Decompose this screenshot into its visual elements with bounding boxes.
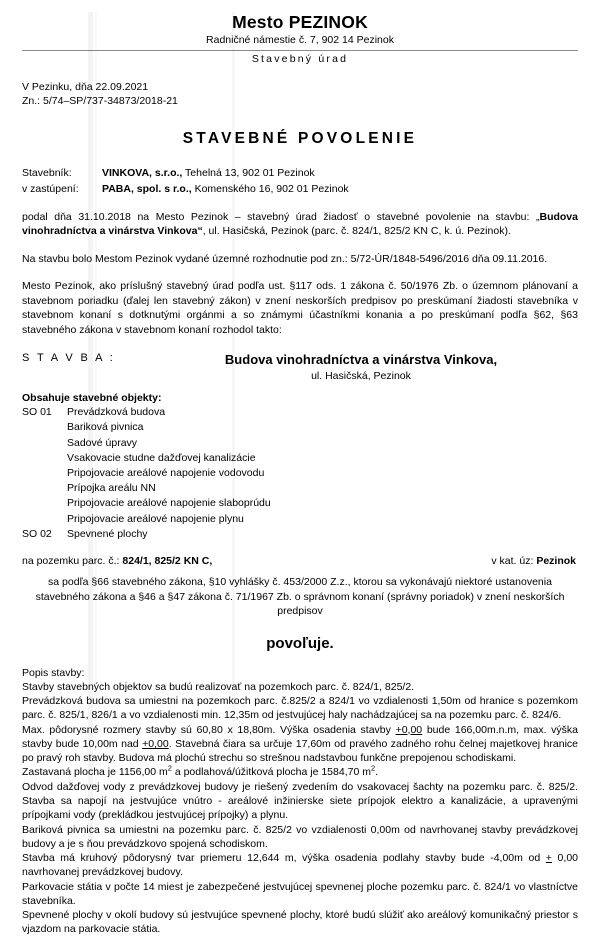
description-circular xyxy=(22,851,578,880)
object-code xyxy=(22,481,67,496)
representative-name: PABA, spol. s r.o., xyxy=(102,182,192,195)
application-text-post: , ul. Hasičská, Pezinok (parc. č. 824/1, 825/2 KN C, k. ú. Pezinok). xyxy=(202,225,511,238)
square-meter-exponent: 2 xyxy=(370,763,376,773)
city-title: Mesto PEZINOK xyxy=(232,12,368,32)
description-heading: Popis stavby: xyxy=(22,666,85,679)
description-block xyxy=(22,666,578,937)
parcel-right xyxy=(491,555,578,567)
description-cellar: Bariková pivnica sa umiestni na pozemku parc. č. 825/2 vo vzdialenosti 0,00m od navrhovanej stavby prevádzkovej budovy a je s ňou prevádzkovo spojená schodiskom. xyxy=(22,823,578,850)
builder-row xyxy=(22,166,578,181)
object-code xyxy=(22,420,67,435)
legal-line-2: stavebného zákona a §46 a §47 zákona č. 71/1967 Zb. o správnom konaní (správny poriadok) v znení xyxy=(35,590,511,603)
city-address: Radničné námestie č. 7, 902 14 Pezinok xyxy=(206,34,394,47)
elevation-zero-1: +0,00 xyxy=(395,723,423,736)
document-title: STAVEBNÉ POVOLENIE xyxy=(182,130,418,148)
list-item xyxy=(22,436,578,451)
stavba-block xyxy=(22,352,578,383)
object-name: Pripojovacie areálové napojenie slaboprúdu xyxy=(67,497,271,510)
object-code xyxy=(22,496,67,511)
place-and-date: V Pezinku, dňa 22.09.2021 xyxy=(22,80,149,93)
cadastral-area: Pezinok xyxy=(536,555,576,568)
builder-label: Stavebník: xyxy=(22,167,72,180)
parcel-line xyxy=(22,555,578,567)
builder-value xyxy=(102,166,315,181)
plus-minus-sign: + xyxy=(545,852,552,865)
stavba-name: Budova vinohradníctva a vinárstva Vinkova, xyxy=(224,352,498,368)
legal-line-3: neskorších predpisov xyxy=(277,590,565,618)
stavba-label: S T A V B A : xyxy=(22,352,116,365)
list-item xyxy=(22,481,578,496)
representative-label: v zastúpení: xyxy=(22,182,79,195)
builder-address: Tehelná 13, 902 01 Pezinok xyxy=(182,167,315,180)
object-code xyxy=(22,466,67,481)
object-name: Prevádzková budova xyxy=(67,406,166,419)
document-meta xyxy=(22,81,578,109)
circular-text-a: Stavba má kruhový pôdorysný tvar priemeru 12,644 m, výška osadenia podlahy stavby bude -4,00m od xyxy=(22,852,546,865)
dimensions-text-b: bude 166,00m.n.m, max. výška stavby bude 10,00m nad xyxy=(22,723,578,750)
list-item xyxy=(22,451,578,466)
elevation-zero-2: +0,00 xyxy=(142,737,169,750)
builder-name: VINKOVA, s.r.o., xyxy=(102,167,183,180)
stavba-address: ul. Hasičská, Pezinok xyxy=(311,369,411,382)
cadastral-label: v kat. úz: xyxy=(491,555,537,568)
dimensions-text-a: Max. pôdorysné rozmery stavby sú 60,80 x 18,80m. Výška osadenia stavby xyxy=(22,723,396,736)
letterhead xyxy=(22,12,578,65)
reference-number: Zn.: 5/74–SP/737-34873/2018-21 xyxy=(22,94,178,107)
list-item xyxy=(22,420,578,435)
description-water: Odvod dažďovej vody z prevádzkovej budovy je riešený zvedením do vsakovacej šachty na pozemku parc. č. 825/2. Stavba sa napojí na jestvujúce vnútro - areálové inžinierske siete prípojok elektro a kanalizácie, a upravenými prípojkami vody (prekládkou jestvujúcej prípojky) a plynu. xyxy=(22,780,578,822)
built-area-text: Zastavaná plocha je 1156,00 m xyxy=(22,766,168,779)
permit-word: povoľuje. xyxy=(266,634,334,652)
description-building: Prevádzková budova sa umiestni na pozemkoch parc. č.825/2 a 824/1 vo vzdialenosti 1,50m od hranice s pozemkom parc. č. 825/1, 826/1 a vo vzdialenosti min. 12,35m od jestvujúcej haly nachádzajúcej sa na pozemku parc. č. 824/6. xyxy=(22,695,578,722)
circular-text-b: 0,00 navrhovanej prevádzkovej budovy. xyxy=(22,852,578,879)
description-paved-areas: Spevnené plochy v okolí budovy sú jestvujúce spevnené plochy, ktoré budú slúžiť ako areálový komunikačný priestor s vjazdom na parkovacie státia. xyxy=(22,909,578,936)
parcel-left xyxy=(22,555,212,567)
application-building-name: Budova vinohradníctva a vinárstva Vinkova“ xyxy=(22,210,578,238)
list-item xyxy=(22,405,578,420)
list-item xyxy=(22,496,578,511)
parcel-numbers: 824/1, 825/2 KN C, xyxy=(122,555,213,568)
object-code xyxy=(22,451,67,466)
object-code xyxy=(22,436,67,451)
object-code xyxy=(22,512,67,527)
object-name: Sadové úpravy xyxy=(67,436,138,449)
representative-row xyxy=(22,182,578,197)
parcel-label: na pozemku parc. č.: xyxy=(22,555,123,568)
description-realization: Stavby stavebných objektov sa budú realizovať na pozemkoch parc. č. 824/1, 825/2. xyxy=(22,680,415,693)
list-item xyxy=(22,527,578,542)
authority-paragraph: Mesto Pezinok, ako príslušný stavebný úrad podľa ust. §117 ods. 1 zákona č. 50/1976 Zb. o územnom plánovaní a stavebnom poriadku (ďalej len stavebný zákon) v znení neskorších predpisov po preskúmaní žiadosti stavebníka v stavebnom konaní s dotknutými orgánmi a so známymi účastníkmi konania a po preskúmaní podľa §62, §63 stavebného zákona v stavebnom konaní rozhodol takto: xyxy=(22,280,578,336)
stavba-main xyxy=(172,352,578,383)
floor-area-text: a podlahová/úžitková plocha je 1584,70 m xyxy=(171,766,371,779)
object-name: Prípojka areálu NN xyxy=(67,482,156,495)
office-name: Stavebný úrad xyxy=(251,52,349,65)
representative-value xyxy=(102,182,349,197)
header-divider xyxy=(22,50,578,51)
application-text-pre: podal dňa 31.10.2018 na Mesto Pezinok – stavebný úrad žiadosť o stavebné povolenie na stavbu: „ xyxy=(22,210,540,223)
object-name: Pripojovacie areálové napojenie vodovodu xyxy=(67,467,265,480)
objects-heading: Obsahuje stavebné objekty: xyxy=(22,392,162,405)
areas-text-end: . xyxy=(375,766,379,779)
dimensions-text-c: . Stavebná čiara sa určuje 17,60m od pravého zadného rohu čelnej majetkovej hranice po pravý roh stavby. Budova má plochú strechu so strešnou nadstavbou funkčne prepojenou schodiskami. xyxy=(22,737,578,765)
representative-address: Komenského 16, 902 01 Pezinok xyxy=(191,182,349,195)
application-paragraph xyxy=(22,210,578,239)
object-name: Pripojovacie areálové napojenie plynu xyxy=(67,512,244,525)
description-parking: Parkovacie státia v počte 14 miest je zabezpečené jestvujúcej spevnenej ploche pozemku parc. č. 824/1 vo vlastníctve stavebníka. xyxy=(22,880,578,907)
parties-block xyxy=(22,166,578,196)
objects-list xyxy=(22,405,578,542)
object-code: SO 01 xyxy=(22,406,52,419)
object-name: Bariková pivnica xyxy=(67,421,144,434)
list-item xyxy=(22,466,578,481)
square-meter-exponent: 2 xyxy=(167,763,172,773)
document-page xyxy=(0,12,600,936)
object-name: Spevnené plochy xyxy=(67,527,148,540)
description-areas xyxy=(22,765,578,779)
object-code: SO 02 xyxy=(22,527,52,540)
territorial-decision-paragraph: Na stavbu bolo Mestom Pezinok vydané územné rozhodnutie pod zn.: 5/72-ÚR/1848-5496/2016 dňa 09.11.2016. xyxy=(22,252,548,265)
description-dimensions xyxy=(22,723,578,766)
list-item xyxy=(22,512,578,527)
legal-line-1: sa podľa §66 stavebného zákona, §10 vyhlášky č. 453/2000 Z.z., ktorou sa vykonávajú niektoré ustanovenia xyxy=(48,576,552,589)
legal-basis xyxy=(22,575,578,618)
object-name: Vsakovacie studne dažďovej kanalizácie xyxy=(67,451,256,464)
